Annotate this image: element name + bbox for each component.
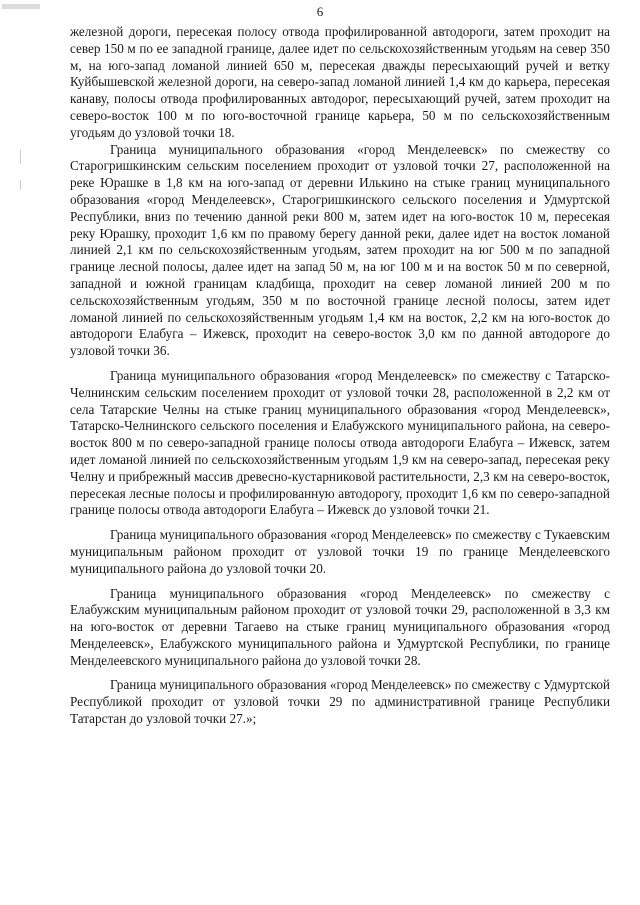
- paragraph-tatarsko-chelny: Граница муниципального образования «город Менделеевск» по смежеству с Татарско-Челнинским сельским поселением проходит от узловой точки 28, расположенной в 2,2 км от села Татарские Челны на стыке границ муниципального образования «город Менделеевск», Татарско-Челнинского сельского поселения и Елабужского муниципального района, на северо-восток 800 м по северо-западной границе полосы отвода автодороги Елабуга – Ижевск, затем идет ломаной линией по сельскохозяйственным угодьям 1,9 км на северо-запад, пересекая реку Челну и прибрежный массив древесно-кустарниковой растительности, 2,3 км на северо-восток, пересекая лесные полосы и профилированную автодорогу, проходит 1,6 км по северо-западной границе полосы отвода автодороги Елабуга – Ижевск до узловой точки 21.: [70, 367, 610, 518]
- paragraph-tukaevsky: Граница муниципального образования «город Менделеевск» по смежеству с Тукаевским муниципальным районом проходит от узловой точки 19 по границе Менделеевского муниципального района до узловой точки 20.: [70, 527, 610, 576]
- scan-artifact: [20, 150, 21, 164]
- document-body: [70, 24, 610, 728]
- paragraph-udmurtia: Граница муниципального образования «город Менделеевск» по смежеству с Удмуртской Республикой проходит от узловой точки 29 по административной границе Республики Татарстан до узловой точки 27.»;: [70, 677, 610, 727]
- paragraph-elabuzhsky: Граница муниципального образования «город Менделеевск» по смежеству с Елабужским муниципальным районом проходит от узловой точки 29, расположенной в 3,3 км на юго-восток от деревни Тагаево на стыке границ муниципального образования «город Менделеевск», Елабужского муниципального района и Удмуртской Республики, по границе Менделеевского муниципального района до узловой точки 28.: [70, 585, 610, 668]
- page-number: 6: [316, 4, 324, 19]
- paragraph-continuation: железной дороги, пересекая полосу отвода профилированной автодороги, затем проходит на север 150 м по ее западной границе, далее идет по сельскохозяйственным угодьям на север 350 м, на юго-запад ломаной линией 650 м, пересекая дважды пересыхающий ручей и ветку Куйбышевской железной дороги, на северо-запад ломаной линией 1,4 км до карьера, пересекая канаву, полосы отвода профилированных автодорог, пересыхающий ручей, затем проходит на северо-восток 100 м по юго-восточной границе карьера, 50 м по сельскохозяйственным угодьям до узловой точки 18.: [70, 24, 610, 140]
- scan-artifact: [20, 180, 21, 190]
- paragraph-starogrishkino: Граница муниципального образования «город Менделеевск» по смежеству со Старогришкинским сельским поселением проходит от узловой точки 27, расположенной на реке Юрашке в 1,8 км на юго-запад от деревни Илькино на стыке границ муниципального образования «город Менделеевск», Старогришкинского сельского поселения и Удмуртской Республики, вниз по течению данной реки 800 м, затем идет на юго-восток 10 м, пересекая реку Юрашку, проходит 1,6 км по правому берегу данной реки, далее идет на восток ломаной линией 2,1 км по сельскохозяйственным угодьям, затем проходит на юг 500 м по западной границе лесной полосы, далее идет на запад 50 м, на юг 100 м и на восток 50 м по северной, западной и южной границам кладбища, проходит на север ломаной линией 200 м по сельскохозяйственным угодьям, 350 м по восточной границе лесной полосы, затем идет ломаной линией по сельскохозяйственным угодьям 1,4 км на восток, 2,2 км на юго-восток до автодороги Елабуга – Ижевск, проходит на северо-восток 3,0 км по данной автодороге до узловой точки 36.: [70, 141, 610, 359]
